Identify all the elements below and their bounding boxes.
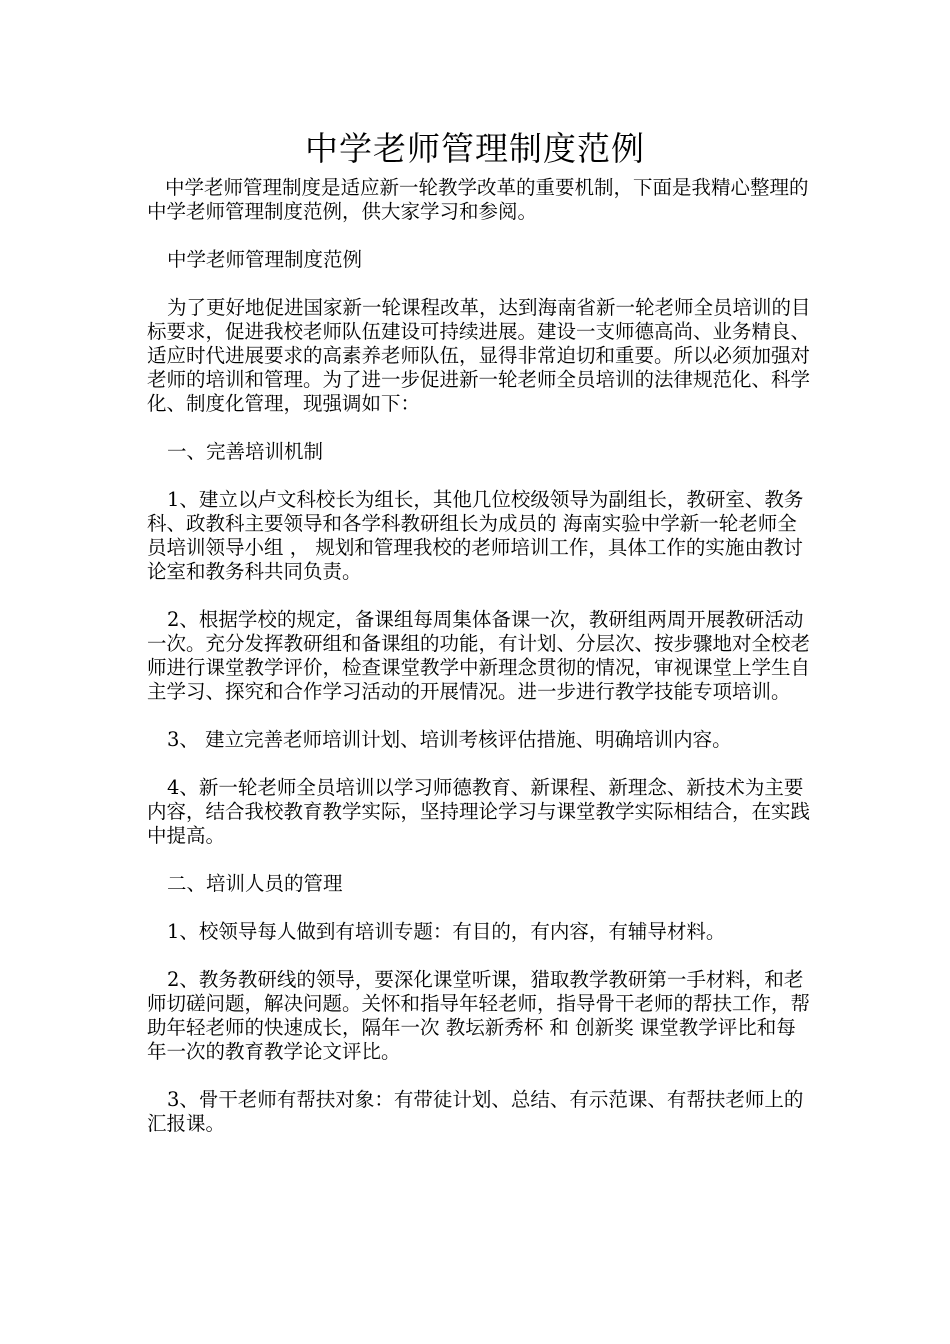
section-2-item-1: 1、校领导每人做到有培训专题：有目的，有内容，有辅导材料。 bbox=[167, 920, 726, 943]
subtitle-paragraph: 中学老师管理制度范例 bbox=[167, 248, 363, 271]
preamble-paragraph: 为了更好地促进国家新一轮课程改革，达到海南省新一轮老师全员培训的目标要求，促进我校老师队伍建设可持续进展。建设一支师德高尚、业务精良、适应时代进展要求的高素养老师队伍，显得非常迫切和重要。所以必须加强对老师的培训和管理。为了进一步促进新一轮老师全员培训的法律规范化、科学化、制度化管理，现强调如下： bbox=[147, 296, 811, 415]
section-1-item-1: 1、建立以卢文科校长为组长，其他几位校级领导为副组长，教研室、教务科、政教科主要领导和各学科教研组长为成员的 海南实验中学新一轮老师全员培训领导小组 ， 规划和管理我校的老师培训工作，具体工作的实施由教讨论室和教务科共同负责。 bbox=[147, 488, 804, 583]
section-1-item-2: 2、根据学校的规定，备课组每周集体备课一次，教研组两周开展教研活动一次。充分发挥教研组和备课组的功能，有计划、分层次、按步骤地对全校老师进行课堂教学评价，检查课堂教学中新理念贯彻的情况，审视课堂上学生自主学习、探究和合作学习活动的开展情况。进一步进行教学技能专项培训。 bbox=[147, 608, 811, 703]
intro-paragraph: 中学老师管理制度是适应新一轮教学改革的重要机制，下面是我精心整理的中学老师管理制度范例，供大家学习和参阅。 bbox=[147, 176, 809, 223]
document-title: 中学老师管理制度范例 bbox=[305, 129, 645, 168]
section-1-item-3: 3、 建立完善老师培训计划、培训考核评估措施、明确培训内容。 bbox=[167, 728, 732, 751]
section-1-item-4: 4、新一轮老师全员培训以学习师德教育、新课程、新理念、新技术为主要内容，结合我校教育教学实际，坚持理论学习与课堂教学实际相结合，在实践中提高。 bbox=[147, 776, 811, 847]
document-body bbox=[147, 176, 813, 1160]
section-2-item-2: 2、教务教研线的领导，要深化课堂听课，猎取教学教研第一手材料，和老师切磋问题，解决问题。关怀和指导年轻老师，指导骨干老师的帮扶工作，帮助年轻老师的快速成长，隔年一次 教坛新秀杯 和 创新奖 课堂教学评比和每年一次的教育教学论文评比。 bbox=[147, 968, 811, 1063]
section-2-item-3: 3、骨干老师有帮扶对象：有带徒计划、总结、有示范课、有帮扶老师上的汇报课。 bbox=[147, 1088, 804, 1135]
section-heading-1: 一、完善培训机制 bbox=[167, 440, 324, 463]
section-heading-2: 二、培训人员的管理 bbox=[167, 872, 343, 895]
